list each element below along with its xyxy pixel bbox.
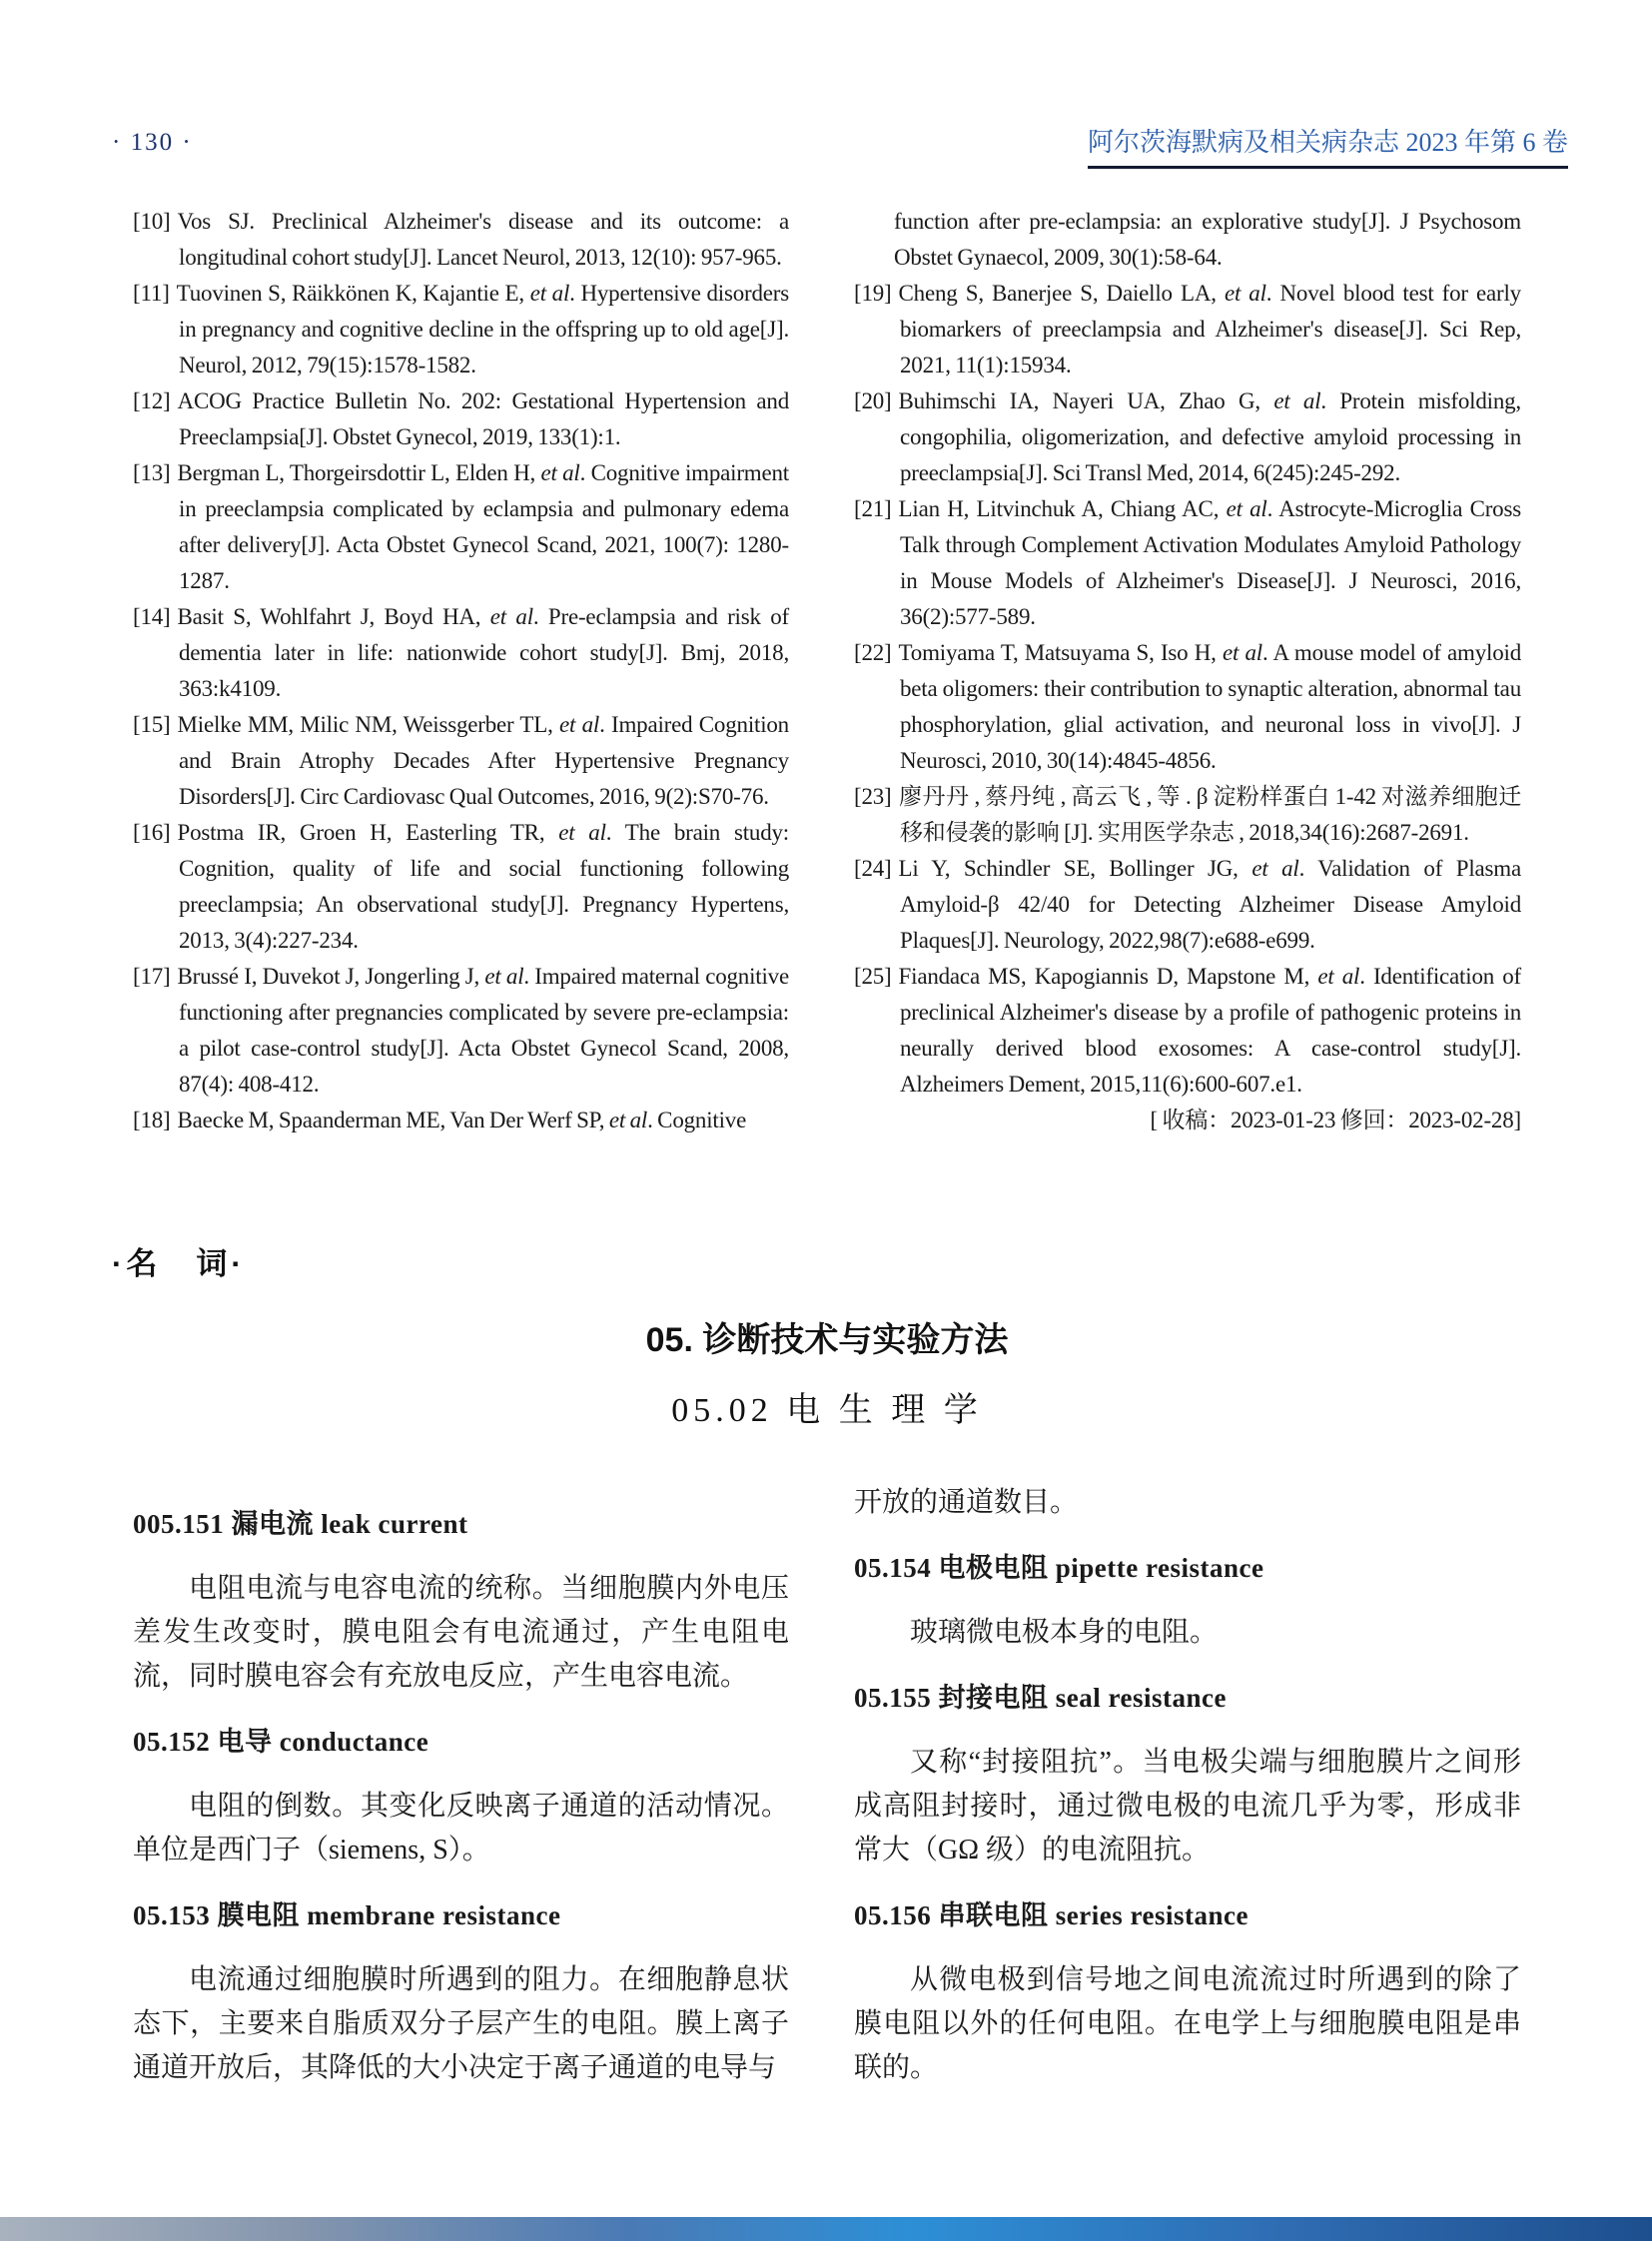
glossary-item: 玻璃微电极本身的电阻。: [910, 1617, 1219, 1648]
glossary-item: 05.156 串联电阻 series resistance: [854, 1900, 1248, 1930]
reference-text: Li Y, Schindler SE, Bollinger JG, et al. Validation of Plasma Amyloid-β 42/40 for Detecting Alzheimer Disease Amyloid Plaques[J]. Neurology, 2022,98(7):e688-e699.: [898, 856, 1521, 953]
reference-text: function after pre-eclampsia: an explorative study[J]. J Psychosom Obstet Gynaecol, 2009, 30(1):58-64.: [894, 209, 1521, 270]
reference-marker: [17]: [133, 964, 171, 989]
reference-marker: [13]: [133, 460, 171, 485]
reference-item: [133, 455, 789, 599]
reference-marker: [10]: [133, 209, 171, 234]
glossary-item: 电阻的倒数。其变化反映离子通道的活动情况。单位是西门子（siemens, S）。: [133, 1791, 789, 1866]
reference-marker: [14]: [133, 604, 171, 629]
reference-text: Cheng S, Banerjee S, Daiello LA, et al. Novel blood test for early biomarkers of preeclampsia and Alzheimer's disease[J]. Sci Rep, 2021, 11(1):15934.: [898, 281, 1521, 377]
glossary-item: 005.151 漏电流 leak current: [133, 1509, 468, 1539]
page-number: · 130 ·: [112, 129, 193, 156]
reference-item: [854, 491, 1521, 635]
reference-text: 廖丹丹 , 蔡丹纯 , 高云飞 , 等 . β 淀粉样蛋白 1-42 对滋养细胞迁移和侵袭的影响 [J]. 实用医学杂志 , 2018,34(16):2687-2691.: [898, 784, 1521, 845]
glossary-item: 05.155 封接电阻 seal resistance: [854, 1683, 1227, 1713]
journal-title: 阿尔茨海默病及相关病杂志 2023 年第 6 卷: [1088, 128, 1568, 169]
glossary-body: [133, 1481, 1521, 2090]
reference-marker: [23]: [854, 784, 892, 809]
glossary-item: 又称“封接阻抗”。当电极尖端与细胞膜片之间形成高阻封接时，通过微电极的电流几乎为零，形成非常大（GΩ 级）的电流阻抗。: [854, 1747, 1521, 1866]
reference-text: Tuovinen S, Räikkönen K, Kajantie E, et al. Hypertensive disorders in pregnancy and cognitive decline in the offspring up to old age[J]. Neurol, 2012, 79(15):1578-1582.: [176, 281, 789, 377]
reference-item: [854, 851, 1521, 959]
received-revised-note: [ 收稿：2023-01-23 修回：2023-02-28]: [1150, 1108, 1521, 1132]
reference-item: [133, 1103, 789, 1138]
reference-marker: [24]: [854, 856, 892, 881]
reference-item: [133, 276, 789, 383]
references-left-column: [133, 204, 789, 1138]
reference-text: Tomiyama T, Matsuyama S, Iso H, et al. A mouse model of amyloid beta oligomers: their contribution to synaptic alteration, abnormal tau phosphorylation, glial activation, and neuronal loss in vivo[J]. J Neurosci, 2010, 30(14):4845-4856.: [898, 640, 1521, 773]
reference-marker: [19]: [854, 281, 892, 306]
reference-item: [854, 276, 1521, 383]
reference-text: Baecke M, Spaanderman ME, Van Der Werf SP, et al. Cognitive: [177, 1108, 747, 1132]
reference-text: Brussé I, Duvekot J, Jongerling J, et al. Impaired maternal cognitive functioning after pregnancies complicated by severe pre-eclampsia: a pilot case-control study[J]. Acta Obstet Gynecol Scand, 2008, 87(4): 408-412.: [177, 964, 789, 1097]
references-right-list: [854, 204, 1521, 1103]
reference-marker: [16]: [133, 820, 171, 845]
reference-marker: [22]: [854, 640, 892, 665]
reference-item: [133, 815, 789, 959]
reference-item: [133, 707, 789, 815]
glossary-item: 电流通过细胞膜时所遇到的阻力。在细胞静息状态下，主要来自脂质双分子层产生的电阻。膜上离子通道开放后，其降低的大小决定于离子通道的电导与: [133, 1964, 789, 2083]
reference-marker: [20]: [854, 388, 892, 413]
reference-item: [133, 599, 789, 707]
references-section: [133, 204, 1521, 1138]
glossary-subtitle: 05.02 电 生 理 学: [671, 1392, 983, 1429]
glossary-item: 从微电极到信号地之间电流流过时所遇到的除了膜电阻以外的任何电阻。在电学上与细胞膜电阻是串联的。: [854, 1964, 1521, 2083]
reference-item: [854, 959, 1521, 1103]
reference-item: [854, 204, 1521, 276]
footer-gradient-bar: [0, 2217, 1652, 2241]
glossary-item: 05.154 电极电阻 pipette resistance: [854, 1553, 1264, 1583]
glossary-right-column: [854, 1481, 1521, 2090]
glossary-item: 电阻电流与电容电流的统称。当细胞膜内外电压差发生改变时，膜电阻会有电流通过，产生电阻电流，同时膜电容会有充放电反应，产生电容电流。: [133, 1573, 789, 1692]
reference-item: [854, 383, 1521, 491]
reference-marker: [11]: [133, 281, 170, 306]
reference-text: Mielke MM, Milic NM, Weissgerber TL, et al. Impaired Cognition and Brain Atrophy Decades After Hypertensive Pregnancy Disorders[J]. Circ Cardiovasc Qual Outcomes, 2016, 9(2):S70-76.: [177, 712, 789, 809]
reference-marker: [15]: [133, 712, 171, 737]
reference-marker: [25]: [854, 964, 892, 989]
glossary-item: 05.152 电导 conductance: [133, 1727, 429, 1757]
reference-marker: [18]: [133, 1108, 171, 1132]
glossary-item: 05.153 膜电阻 membrane resistance: [133, 1900, 561, 1930]
reference-item: [133, 383, 789, 455]
reference-text: Fiandaca MS, Kapogiannis D, Mapstone M, et al. Identification of preclinical Alzheimer's disease by a profile of pathogenic proteins in neurally derived blood exosomes: A case-control study[J]. Alzheimers Dement, 2015,11(6):600-607.e1.: [898, 964, 1521, 1097]
references-right-column: [854, 204, 1521, 1138]
reference-item: [854, 779, 1521, 851]
reference-text: Bergman L, Thorgeirsdottir L, Elden H, et al. Cognitive impairment in preeclampsia complicated by eclampsia and pulmonary edema after delivery[J]. Acta Obstet Gynecol Scand, 2021, 100(7): 1280-1287.: [177, 460, 789, 593]
reference-item: [133, 204, 789, 276]
reference-text: Vos SJ. Preclinical Alzheimer's disease and its outcome: a longitudinal cohort study[J]. Lancet Neurol, 2013, 12(10): 957-965.: [177, 209, 789, 270]
reference-item: [133, 959, 789, 1103]
glossary-section-label: ·名 词·: [112, 1246, 246, 1281]
reference-marker: [21]: [854, 496, 892, 521]
reference-text: Lian H, Litvinchuk A, Chiang AC, et al. Astrocyte-Microglia Cross Talk through Complement Activation Modulates Amyloid Pathology in Mouse Models of Alzheimer's Disease[J]. J Neurosci, 2016, 36(2):577-589.: [898, 496, 1521, 629]
glossary-item: 开放的通道数目。: [854, 1487, 1079, 1518]
glossary-left-column: [133, 1481, 789, 2090]
reference-text: Buhimschi IA, Nayeri UA, Zhao G, et al. Protein misfolding, congophilia, oligomerization, and defective amyloid processing in preeclampsia[J]. Sci Transl Med, 2014, 6(245):245-292.: [898, 388, 1521, 485]
reference-text: ACOG Practice Bulletin No. 202: Gestational Hypertension and Preeclampsia[J]. Obstet Gynecol, 2019, 133(1):1.: [177, 388, 789, 449]
reference-text: Postma IR, Groen H, Easterling TR, et al. The brain study: Cognition, quality of life and social functioning following preeclampsia; An observational study[J]. Pregnancy Hypertens, 2013, 3(4):227-234.: [177, 820, 789, 953]
glossary-title: 05. 诊断技术与实验方法: [645, 1321, 1009, 1359]
reference-marker: [12]: [133, 388, 171, 413]
reference-item: [854, 635, 1521, 779]
page-header: [112, 128, 1568, 169]
reference-text: Basit S, Wohlfahrt J, Boyd HA, et al. Pre-eclampsia and risk of dementia later in life: nationwide cohort study[J]. Bmj, 2018, 363:k4109.: [177, 604, 789, 701]
